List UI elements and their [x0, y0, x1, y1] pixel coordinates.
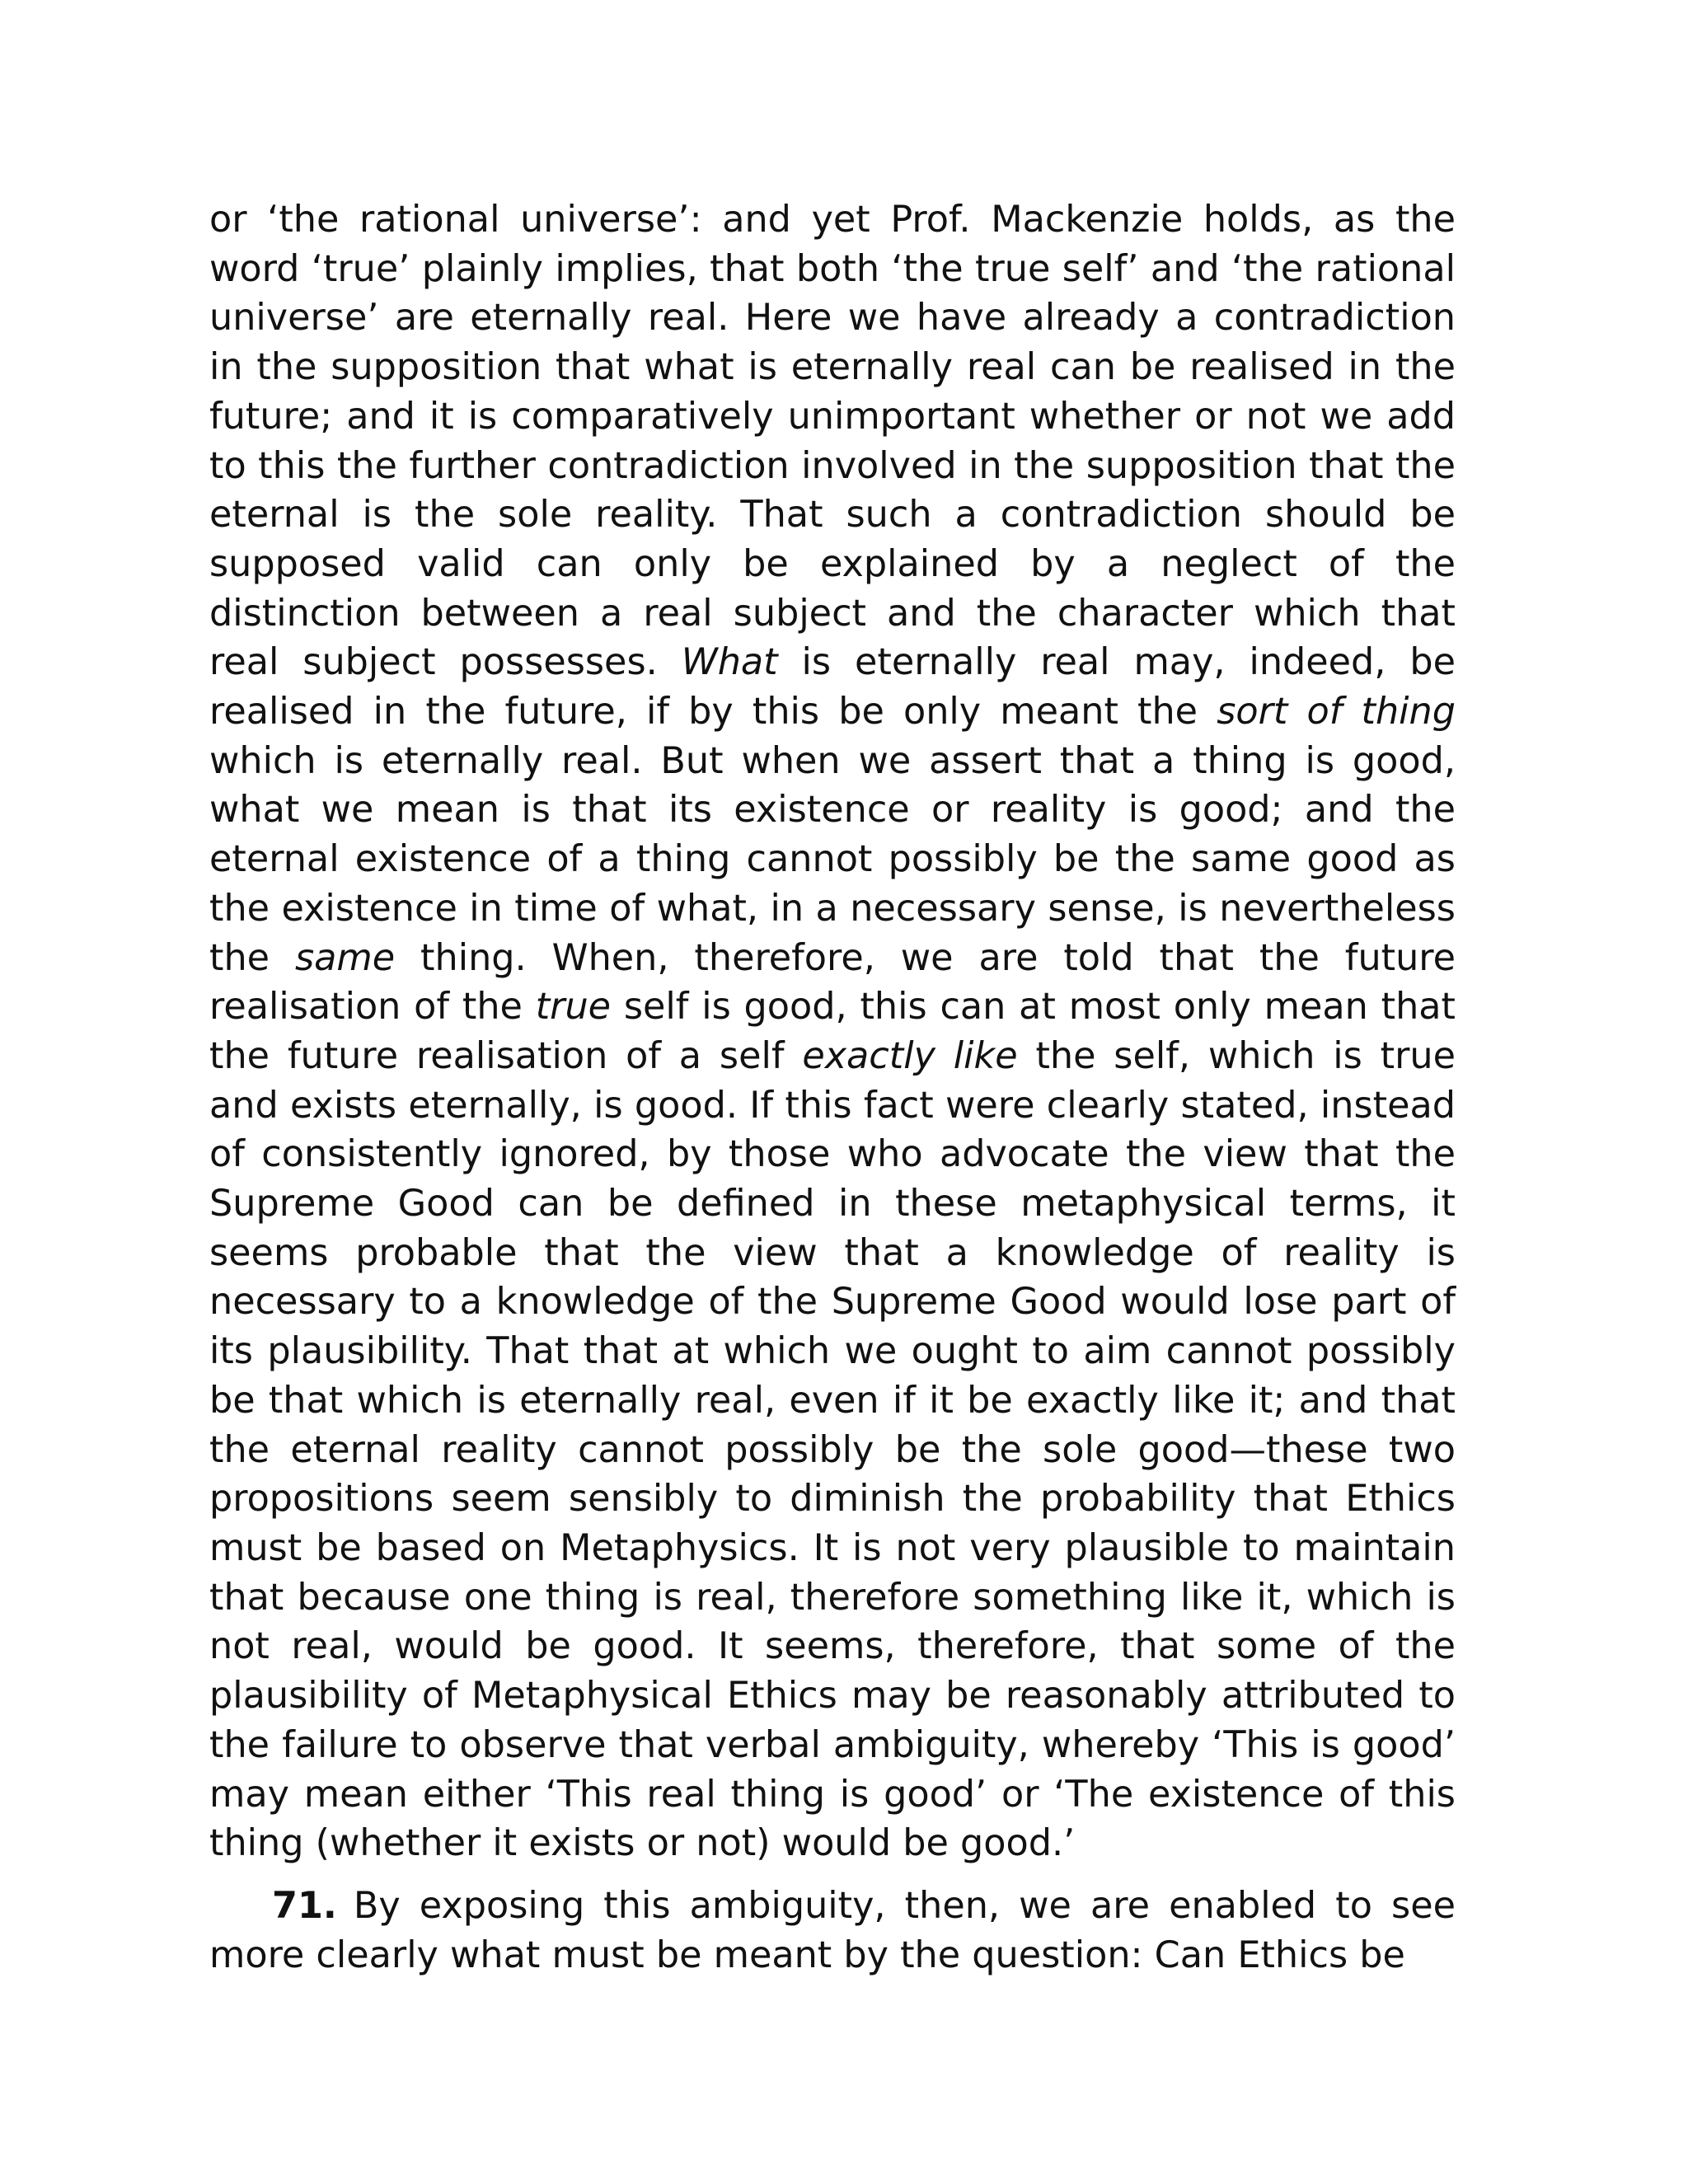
text-run: which is eternally real. But when we assert that a thing is good, what we mean is that its existence or reality is good; and the eternal existence of a thing cannot possibly be the same good as the existence in time of what, in a necessary sense, is nevertheless the: [209, 739, 1456, 979]
italic-text: same: [294, 936, 396, 979]
text-run: or ‘the rational universe’: and yet Prof. Mackenzie holds, as the word ‘true’ plainly implies, that both ‘the true self’ and ‘the rational universe’ are eternally real. Here we have already a contradiction in the supposition that what is eternally real can be realised in the future; and it is comparatively unimportant whether or not we add to this the further contradiction involved in the supposition that the eternal is the sole reality. That such a contradiction should be supposed valid can only be explained by a neglect of the distinction between a real subject and the character which that real subject possesses.: [209, 199, 1456, 684]
paragraph-1: [209, 195, 1456, 1868]
italic-text: sort of thing: [1217, 691, 1456, 733]
italic-text: true: [535, 986, 612, 1029]
paragraph-71: [209, 1882, 1456, 1980]
text-run: the self, which is true and exists eternally, is good. If this fact were clearly stated, instead of consistently ignored, by those who advocate the view that the Supreme Good can be defined in these metaphysical terms, it seems probable that the view that a knowledge of reality is necessary to a knowledge of the Supreme Good would lose part of its plausibility. That that at which we ought to aim cannot possibly be that which is eternally real, even if it be exactly like it; and that the eternal reality cannot possibly be the sole good—these two propositions seem sensibly to diminish the probability that Ethics must be based on Metaphysics. It is not very plausible to maintain that because one thing is real, therefore something like it, which is not real, would be good. It seems, therefore, that some of the plausibility of Metaphysical Ethics may be reasonably attributed to the failure to observe that verbal ambiguity, whereby ‘This is good’ may mean either ‘This real thing is good’ or ‘The existence of this thing (whether it exists or not) would be good.’: [209, 1034, 1456, 1865]
text-run: By exposing this ambiguity, then, we are enabled to see more clearly what must be meant by the question: Can Ethics be: [209, 1884, 1456, 1976]
text-run: self is good, this can at most only mean that the future realisation of a self: [209, 986, 1456, 1077]
text-run: is eternally real may, indeed, be realised in the future, if by this be only meant the: [209, 641, 1456, 733]
italic-text: exactly like: [802, 1034, 1018, 1077]
italic-text: What: [681, 641, 778, 684]
body-text: [209, 195, 1456, 1980]
paragraph-number: 71.: [272, 1884, 337, 1927]
text-run: thing. When, therefore, we are told that the future realisation of the: [209, 936, 1456, 1029]
